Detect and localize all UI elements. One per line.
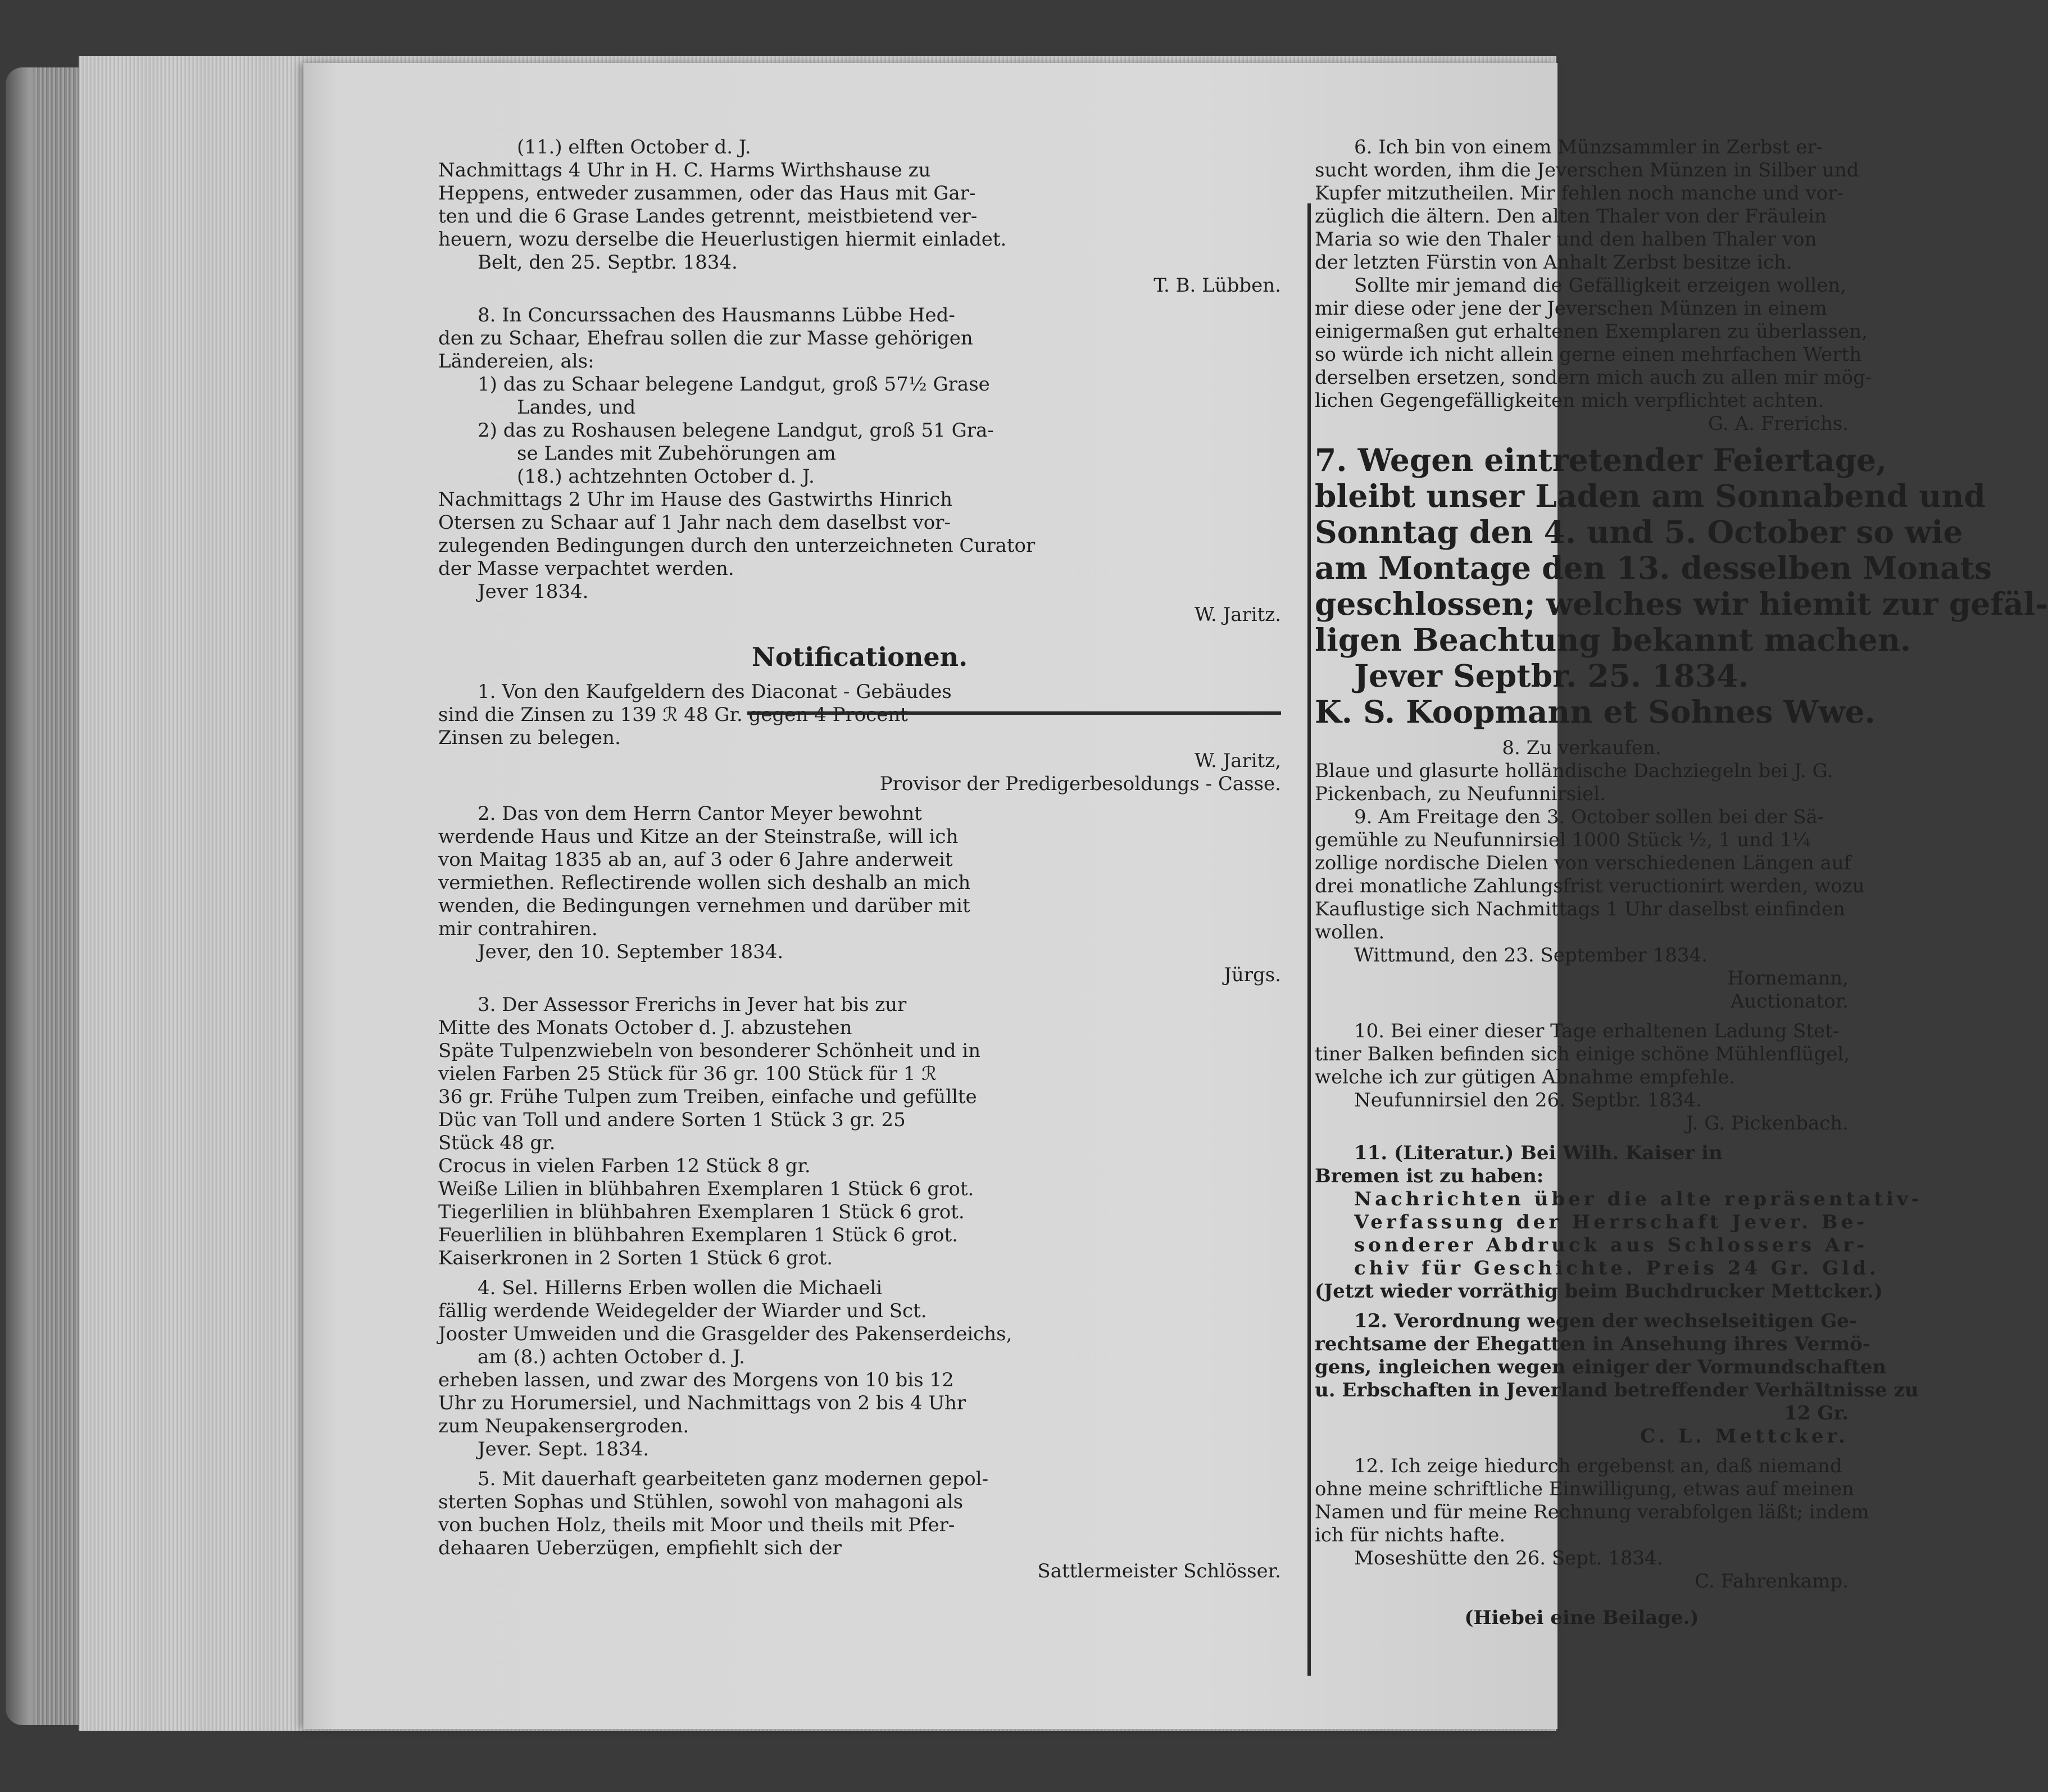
text-line: gemühle zu Neufunnirsiel 1000 Stück ½, 1 und 1¼ (1315, 829, 1811, 851)
text-line: 2) das zu Roshausen belegene Landgut, groß 51 Gra- (478, 419, 994, 442)
text-line: Mitte des Monats October d. J. abzustehen (438, 1017, 852, 1039)
text-line: gens, ingleichen wegen einiger der Vormundschaften (1315, 1356, 1887, 1378)
text-line: vielen Farben 25 Stück für 36 gr. 100 Stück für 1 ℛ (438, 1063, 937, 1085)
text-line: vermiethen. Reflectirende wollen sich deshalb an mich (438, 872, 971, 894)
text-line: sucht worden, ihm die Jeverschen Münzen in Silber und (1315, 159, 1859, 182)
text-line: von buchen Holz, theils mit Moor und theils mit Pfer- (438, 1514, 955, 1536)
spacer (1315, 730, 1849, 737)
text-line: erheben lassen, und zwar des Morgens von 10 bis 12 (438, 1369, 954, 1391)
text-line: 12. Verordnung wegen der wechselseitigen Ge- (1354, 1310, 1858, 1332)
text-line: heuern, wozu derselbe die Heuerlustigen hiermit einladet. (438, 228, 1007, 251)
text-line: Notificationen. (751, 642, 968, 672)
text-line: Jever 1834. (478, 580, 589, 603)
text-line: welche ich zur gütigen Abnahme empfehle. (1315, 1066, 1736, 1088)
text-line: züglich die ältern. Den alten Thaler von der Fräulein (1315, 205, 1827, 228)
text-line: Stück 48 gr. (438, 1132, 556, 1154)
text-line: J. G. Pickenbach. (1686, 1112, 1849, 1135)
text-line: Moseshütte den 26. Sept. 1834. (1354, 1547, 1663, 1569)
text-line: zulegenden Bedingungen durch den unterzeichneten Curator (438, 534, 1036, 557)
text-line: geschlossen; welches wir hiemit zur gefäl- (1315, 586, 2048, 622)
text-line: tiner Balken befinden sich einige schöne Mühlenflügel, (1315, 1043, 1850, 1065)
text-line: Wittmund, den 23. September 1834. (1354, 944, 1708, 967)
text-line: 10. Bei einer dieser Tage erhaltenen Ladung Stet- (1354, 1020, 1840, 1042)
column-divider (1307, 203, 1311, 1676)
text-line: (Hiebei eine Beilage.) (1464, 1607, 1699, 1629)
text-line: se Landes mit Zubehörungen am (517, 442, 836, 465)
text-line: (11.) elften October d. J. (517, 136, 751, 158)
text-line: den zu Schaar, Ehefrau sollen die zur Masse gehörigen (438, 327, 973, 350)
spacer (438, 987, 1281, 993)
text-line: Bremen ist zu haben: (1315, 1165, 1544, 1187)
text-line: Tiegerlilien in blühbahren Exemplaren 1 Stück 6 grot. (438, 1201, 965, 1223)
text-line: wollen. (1315, 921, 1385, 943)
text-line: drei monatliche Zahlungsfrist veructionirt werden, wozu (1315, 875, 1865, 897)
text-line: mir contrahiren. (438, 918, 598, 940)
text-line: am Montage den 13. desselben Monats (1315, 550, 1992, 586)
text-line: Pickenbach, zu Neufunnirsiel. (1315, 783, 1606, 805)
text-line: ligen Beachtung bekannt machen. (1315, 621, 1911, 658)
text-line: 8. In Concurssachen des Hausmanns Lübbe Hed- (478, 304, 955, 326)
spacer (438, 297, 1281, 304)
text-line: mir diese oder jene der Jeverschen Münzen in einem (1315, 297, 1827, 320)
spacer (438, 1270, 1281, 1277)
text-line: Jever. Sept. 1834. (478, 1438, 650, 1460)
text-line: Jever, den 10. September 1834. (478, 941, 784, 963)
text-line: Feuerlilien in blühbahren Exemplaren 1 Stück 6 grot. (438, 1224, 958, 1246)
text-line: Jooster Umweiden und die Grasgelder des Pakenserdeichs, (438, 1323, 1012, 1345)
text-line: zum Neupakensergroden. (438, 1415, 689, 1437)
right-column (1315, 136, 2048, 1630)
text-line: Otersen zu Schaar auf 1 Jahr nach dem daselbst vor- (438, 511, 951, 534)
spacer (1315, 1593, 1849, 1607)
text-line: Nachmittags 2 Uhr im Hause des Gastwirths Hinrich (438, 488, 953, 511)
text-line: 6. Ich bin von einem Münzsammler in Zerbst er- (1354, 136, 1823, 158)
text-line: 3. Der Assessor Frerichs in Jever hat bis zur (478, 993, 907, 1016)
text-line: Sonntag den 4. und 5. October so wie (1315, 514, 1963, 550)
text-line: so würde ich nicht allein gerne einen mehrfachen Werth (1315, 343, 1862, 366)
text-line: Ländereien, als: (438, 350, 594, 373)
text-line: Weiße Lilien in blühbahren Exemplaren 1 Stück 6 grot. (438, 1178, 974, 1200)
text-line: (18.) achtzehnten October d. J. (517, 465, 815, 488)
text-line: Verfassung der Herrschaft Jever. Be- (1354, 1211, 1868, 1233)
text-line: 4. Sel. Hillerns Erben wollen die Michaeli (478, 1277, 883, 1299)
text-line: Blaue und glasurte holländische Dachziegeln bei J. G. (1315, 760, 1833, 782)
text-line: werdende Haus und Kitze an der Steinstraße, will ich (438, 825, 959, 848)
spacer (438, 674, 1281, 680)
text-line: Sattlermeister Schlösser. (1037, 1560, 1281, 1582)
spacer (438, 627, 1281, 640)
text-line: fällig werdende Weidegelder der Wiarder und Sct. (438, 1300, 927, 1322)
text-line: 8. Zu verkaufen. (1502, 737, 1661, 759)
spacer (1315, 1303, 1849, 1310)
text-line: W. Jaritz. (1194, 604, 1281, 626)
text-line: Jever Septbr. 25. 1834. (1354, 657, 1749, 694)
text-line: Auctionator. (1730, 990, 1849, 1013)
text-line: rechtsame der Ehegatten in Ansehung ihres Vermö- (1315, 1333, 1870, 1355)
text-line: Landes, und (517, 396, 636, 419)
text-line: ohne meine schriftliche Einwilligung, etwas auf meinen (1315, 1478, 1854, 1500)
text-line: von Maitag 1835 ab an, auf 3 oder 6 Jahre anderweit (438, 849, 953, 871)
spacer (1315, 1448, 1849, 1455)
text-line: 1. Von den Kaufgeldern des Diaconat - Gebäudes (478, 680, 952, 703)
text-line: Namen und für meine Rechnung verabfolgen läßt; indem (1315, 1501, 1869, 1523)
left-column (438, 136, 1281, 1583)
text-line: am (8.) achten October d. J. (478, 1346, 745, 1368)
text-line: sterten Sophas und Stühlen, sowohl von mahagoni als (438, 1491, 964, 1513)
text-line: zollige nordische Dielen von verschiedenen Längen auf (1315, 852, 1851, 874)
text-line: Uhr zu Horumersiel, und Nachmittags von 2 bis 4 Uhr (438, 1392, 966, 1414)
text-line: C. L. Mettcker. (1640, 1425, 1849, 1448)
text-line: Zinsen zu belegen. (438, 727, 621, 749)
text-line: Jürgs. (1224, 964, 1281, 986)
text-line: ich für nichts hafte. (1315, 1524, 1506, 1546)
text-line: sonderer Abdruck aus Schlossers Ar- (1354, 1234, 1868, 1256)
text-line: dehaaren Ueberzügen, empfiehlt sich der (438, 1537, 842, 1559)
text-line: Nachrichten über die alte repräsentativ- (1354, 1188, 1923, 1210)
text-line: Heppens, entweder zusammen, oder das Haus mit Gar- (438, 182, 976, 205)
text-line: W. Jaritz, (1194, 750, 1281, 772)
text-line: Belt, den 25. Septbr. 1834. (478, 251, 738, 274)
book-page-edges (11, 67, 79, 1725)
spacer (1315, 1013, 1849, 1020)
text-line: Kupfer mitzutheilen. Mir fehlen noch manche und vor- (1315, 182, 1843, 205)
text-line: wenden, die Bedingungen vernehmen und darüber mit (438, 895, 970, 917)
text-line: 36 gr. Frühe Tulpen zum Treiben, einfache und gefüllte (438, 1086, 977, 1108)
text-line: 11. (Literatur.) Bei Wilh. Kaiser in (1354, 1142, 1723, 1164)
text-line: (Jetzt wieder vorräthig beim Buchdrucker Mettcker.) (1315, 1280, 1883, 1303)
text-line: 7. Wegen eintretender Feiertage, (1315, 442, 1887, 478)
text-line: 9. Am Freitage den 3. October sollen bei der Sä- (1354, 806, 1824, 828)
text-line: Neufunnirsiel den 26. Septbr. 1834. (1354, 1089, 1702, 1112)
text-line: lichen Gegengefälligkeiten mich verpflichtet achten. (1315, 389, 1824, 412)
text-line: einigermaßen gut erhaltenen Exemplaren zu überlassen, (1315, 320, 1868, 343)
newspaper-page (303, 63, 2048, 1729)
text-line: 5. Mit dauerhaft gearbeiteten ganz modernen gepol- (478, 1468, 989, 1490)
text-line: ten und die 6 Grase Landes getrennt, meistbietend ver- (438, 205, 978, 228)
text-line: Provisor der Predigerbesoldungs - Casse. (879, 773, 1281, 795)
text-line: T. B. Lübben. (1154, 274, 1281, 297)
text-line: 1) das zu Schaar belegene Landgut, groß 57½ Grase (478, 373, 990, 396)
text-line: der Masse verpachtet werden. (438, 557, 734, 580)
text-line: Maria so wie den Thaler und den halben Thaler von (1315, 228, 1817, 251)
spacer (1315, 1135, 1849, 1142)
text-line: Kauflustige sich Nachmittags 1 Uhr daselbst einfinden (1315, 898, 1846, 920)
text-line: chiv für Geschichte. Preis 24 Gr. Gld. (1354, 1257, 1879, 1280)
text-line: Düc van Toll und andere Sorten 1 Stück 3 gr. 25 (438, 1109, 906, 1131)
text-line: 12 Gr. (1784, 1402, 1849, 1424)
spacer (438, 1461, 1281, 1468)
text-line: der letzten Fürstin von Anhalt Zerbst besitze ich. (1315, 251, 1792, 274)
text-line: Crocus in vielen Farben 12 Stück 8 gr. (438, 1155, 811, 1177)
text-line: Nachmittags 4 Uhr in H. C. Harms Wirthshause zu (438, 159, 931, 182)
text-line: C. Fahrenkamp. (1695, 1570, 1849, 1593)
text-line: 2. Das von dem Herrn Cantor Meyer bewohnt (478, 802, 922, 825)
text-line: Sollte mir jemand die Gefälligkeit erzeigen wollen, (1354, 274, 1847, 297)
text-line: derselben ersetzen, sondern mich auch zu allen mir mög- (1315, 366, 1872, 389)
text-line: G. A. Frerichs. (1708, 412, 1849, 435)
text-line: u. Erbschaften in Jeverland betreffender Verhältnisse zu (1315, 1379, 1919, 1401)
text-line: Hornemann, (1727, 967, 1849, 990)
text-line: Kaiserkronen in 2 Sorten 1 Stück 6 grot. (438, 1247, 833, 1269)
text-line: K. S. Koopmann et Sohnes Wwe. (1315, 693, 1876, 730)
spacer (438, 796, 1281, 802)
text-line: Späte Tulpenzwiebeln von besonderer Schönheit und in (438, 1040, 981, 1062)
text-line: bleibt unser Laden am Sonnabend und (1315, 478, 1986, 514)
text-line: sind die Zinsen zu 139 ℛ 48 Gr. gegen 4 Procent (438, 704, 908, 726)
text-line: 12. Ich zeige hiedurch ergebenst an, daß niemand (1354, 1455, 1842, 1477)
